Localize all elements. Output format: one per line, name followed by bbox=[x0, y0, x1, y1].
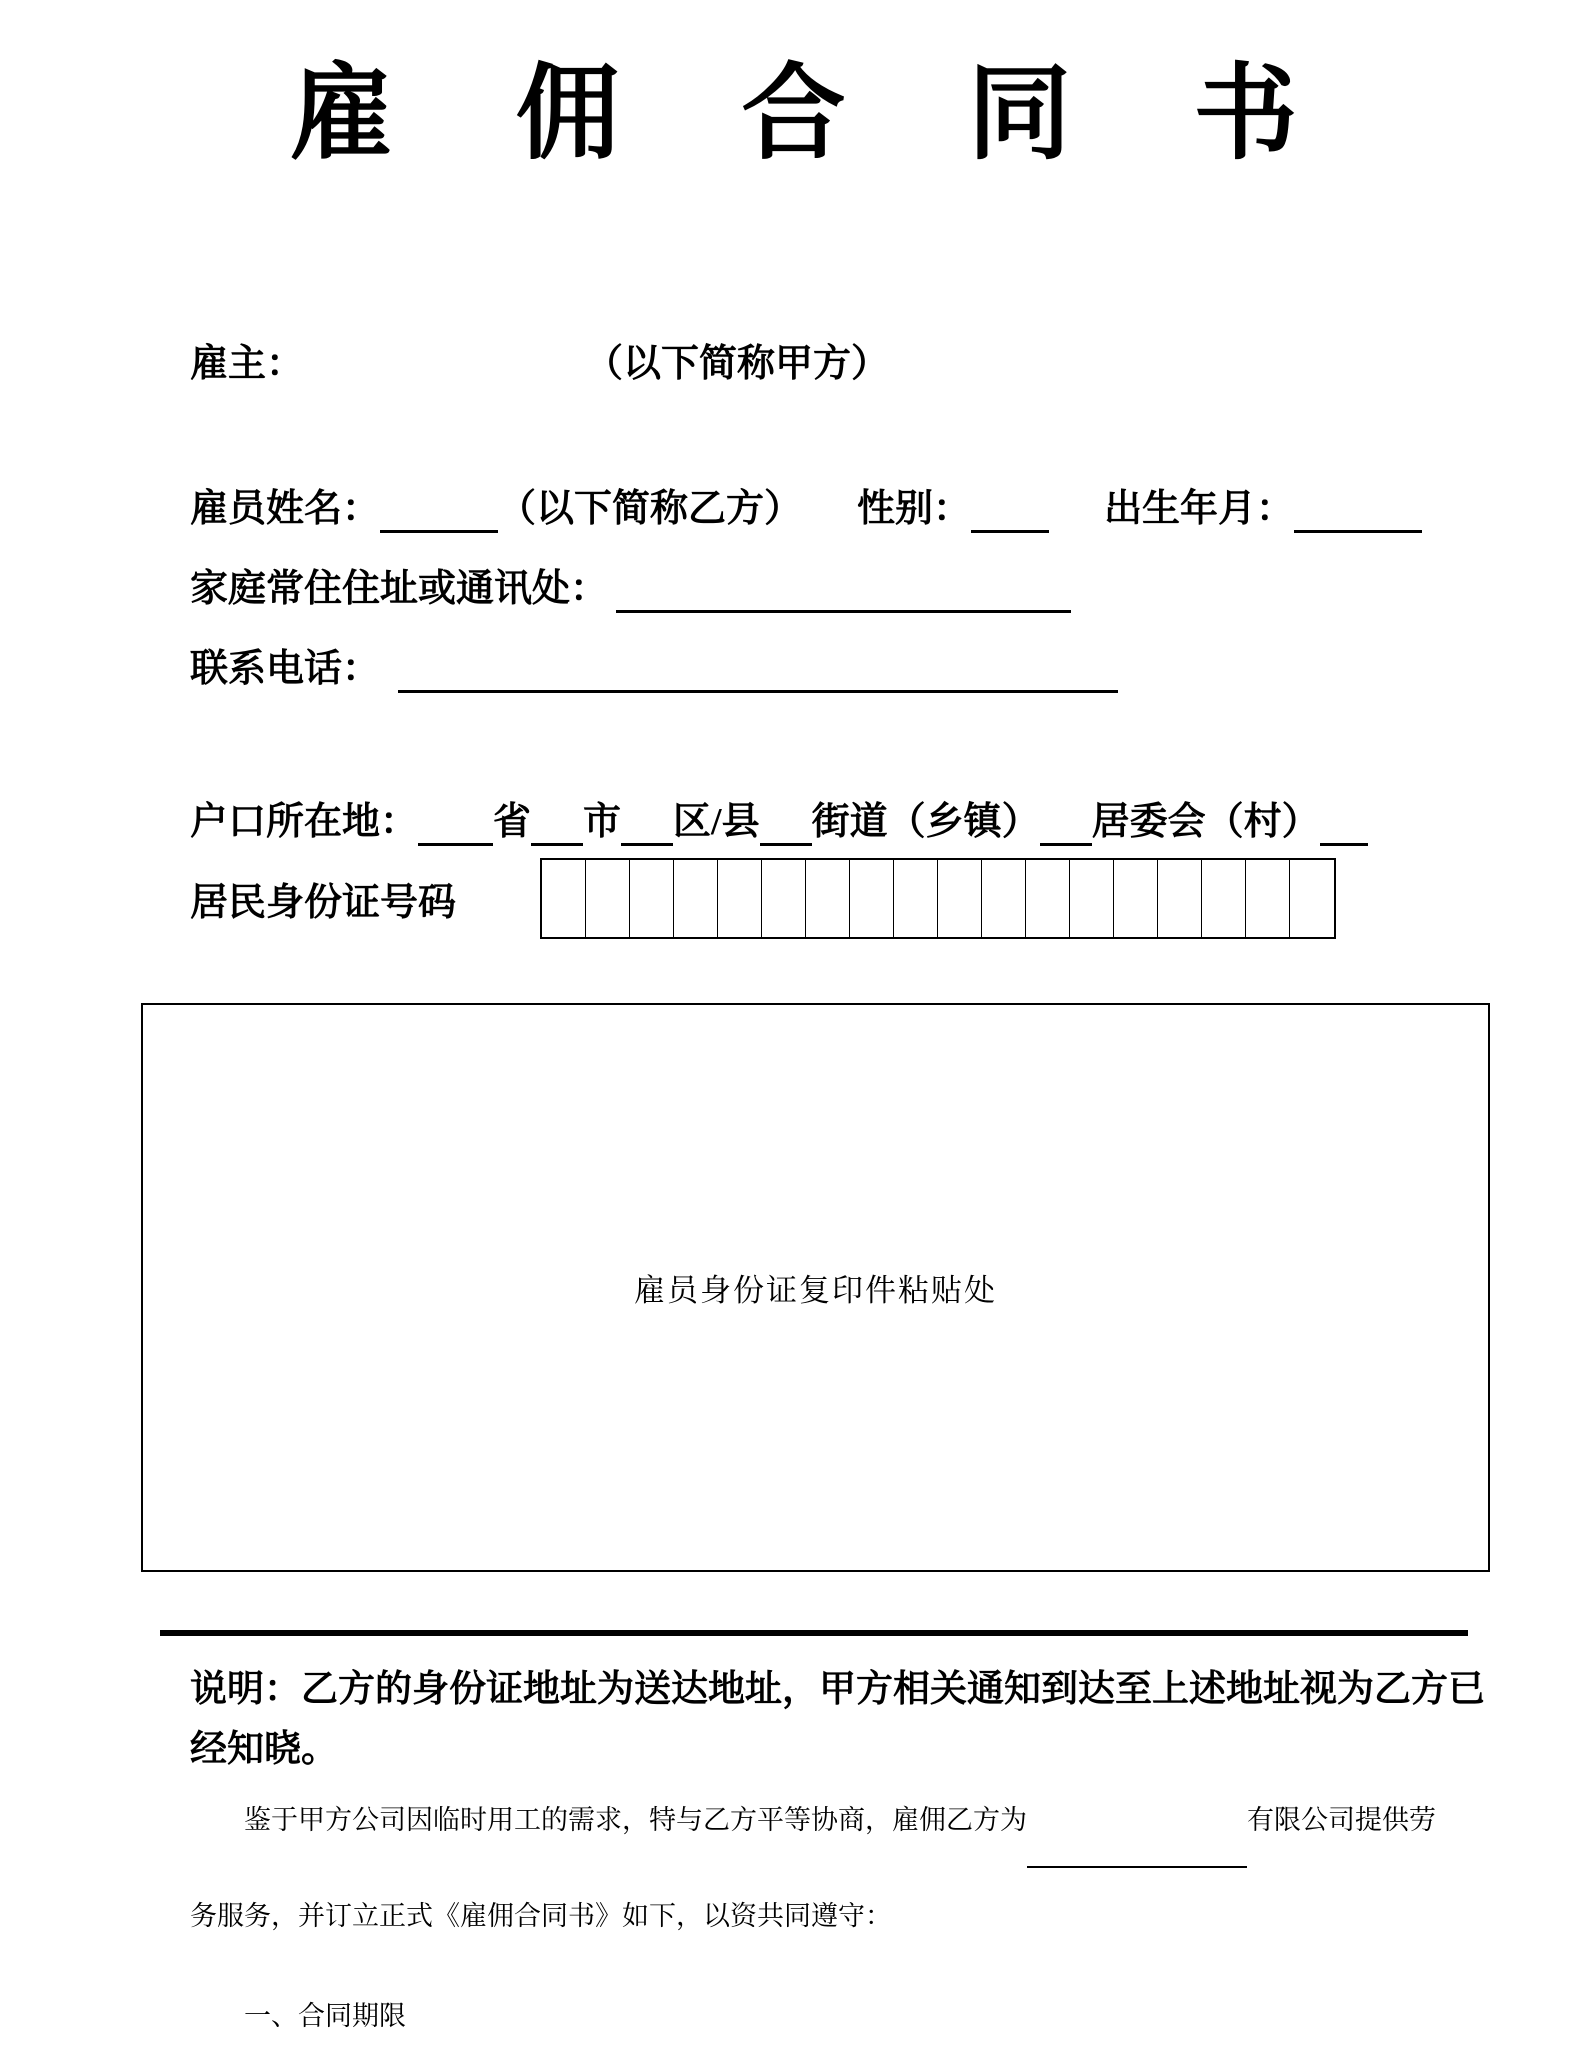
title-char: 书 bbox=[1193, 57, 1298, 172]
hukou-district-blank[interactable] bbox=[621, 807, 673, 846]
id-digit-cell[interactable] bbox=[938, 860, 982, 937]
company-name-blank[interactable] bbox=[1027, 1842, 1247, 1868]
id-digit-cell[interactable] bbox=[806, 860, 850, 937]
hukou-line bbox=[190, 800, 1368, 846]
document-title bbox=[0, 42, 1587, 188]
hukou-province-blank[interactable] bbox=[418, 807, 493, 846]
id-digit-cell[interactable] bbox=[586, 860, 630, 937]
paste-box-label: 雇员身份证复印件粘贴处 bbox=[634, 1273, 997, 1308]
hukou-committee-label: 居委会（村） bbox=[1091, 801, 1320, 843]
id-digit-cell[interactable] bbox=[1158, 860, 1202, 937]
hukou-street-label: 街道（乡镇） bbox=[811, 801, 1040, 843]
employee-party-b-note: （以下简称乙方） bbox=[498, 488, 803, 530]
id-digit-cell[interactable] bbox=[630, 860, 674, 937]
title-char: 同 bbox=[967, 57, 1072, 172]
employer-line bbox=[190, 342, 889, 388]
section-1-heading: 一、合同期限 bbox=[244, 2001, 406, 2031]
id-number-grid bbox=[540, 858, 1336, 939]
id-digit-cell[interactable] bbox=[1026, 860, 1070, 937]
phone-line bbox=[190, 647, 1118, 693]
phone-blank[interactable] bbox=[398, 654, 1118, 693]
title-char: 雇 bbox=[289, 57, 394, 172]
title-char: 合 bbox=[741, 57, 846, 172]
employer-party-a-note: （以下简称甲方） bbox=[604, 343, 890, 385]
id-digit-cell[interactable] bbox=[1290, 860, 1334, 937]
address-label: 家庭常住住址或通讯处： bbox=[190, 568, 609, 610]
employee-name-label: 雇员姓名： bbox=[190, 488, 381, 530]
id-number-row bbox=[190, 858, 1336, 939]
id-digit-cell[interactable] bbox=[674, 860, 718, 937]
id-digit-cell[interactable] bbox=[1202, 860, 1246, 937]
id-digit-cell[interactable] bbox=[1246, 860, 1290, 937]
birth-date-label: 出生年月： bbox=[1104, 488, 1295, 530]
hukou-province-label: 省 bbox=[493, 801, 532, 843]
id-digit-cell[interactable] bbox=[982, 860, 1026, 937]
id-digit-cell[interactable] bbox=[718, 860, 762, 937]
hukou-label: 户口所在地： bbox=[190, 801, 419, 843]
hukou-city-blank[interactable] bbox=[531, 807, 583, 846]
id-copy-paste-box[interactable] bbox=[141, 1003, 1490, 1572]
id-digit-cell[interactable] bbox=[850, 860, 894, 937]
separator-rule bbox=[160, 1630, 1468, 1636]
employer-label: 雇主： bbox=[190, 343, 305, 385]
id-digit-cell[interactable] bbox=[1070, 860, 1114, 937]
address-line bbox=[190, 567, 1071, 613]
delivery-address-note: 说明：乙方的身份证地址为送达地址，甲方相关通知到达至上述地址视为乙方已经知晓。 bbox=[190, 1669, 1485, 1770]
preamble-text-part2: 有限公司提供劳务服务，并订立正式《雇佣合同书》如下，以资共同遵守： bbox=[190, 1805, 1436, 1931]
birth-date-blank[interactable] bbox=[1294, 494, 1422, 533]
id-digit-cell[interactable] bbox=[1114, 860, 1158, 937]
id-digit-cell[interactable] bbox=[762, 860, 806, 937]
hukou-trailing-blank[interactable] bbox=[1320, 807, 1368, 846]
employee-info-line bbox=[190, 487, 1422, 533]
gender-label: 性别： bbox=[857, 488, 972, 530]
phone-label: 联系电话： bbox=[190, 648, 381, 690]
gender-blank[interactable] bbox=[971, 494, 1049, 533]
hukou-district-label: 区/县 bbox=[673, 801, 760, 843]
hukou-street-blank[interactable] bbox=[760, 807, 812, 846]
id-number-label: 居民身份证号码 bbox=[190, 882, 457, 924]
id-digit-cell[interactable] bbox=[542, 860, 586, 937]
title-char: 佣 bbox=[515, 57, 620, 172]
preamble-text-part1: 鉴于甲方公司因临时用工的需求，特与乙方平等协商，雇佣乙方为 bbox=[244, 1805, 1027, 1835]
hukou-committee-blank[interactable] bbox=[1040, 807, 1092, 846]
hukou-city-label: 市 bbox=[583, 801, 622, 843]
employee-name-blank[interactable] bbox=[380, 494, 498, 533]
id-digit-cell[interactable] bbox=[894, 860, 938, 937]
address-blank[interactable] bbox=[616, 574, 1071, 613]
preamble-paragraph bbox=[190, 1772, 1440, 1964]
